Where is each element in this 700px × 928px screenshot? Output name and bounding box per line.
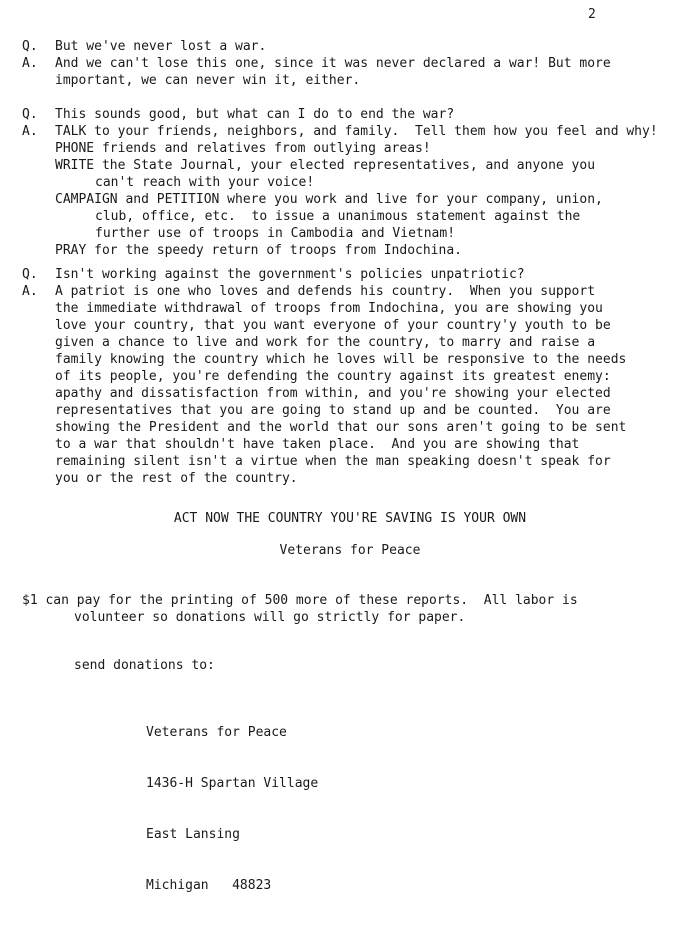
- answer-line: given a chance to live and work for the country, to marry and raise a: [55, 335, 596, 350]
- qa-block-3: [22, 266, 692, 487]
- a-label: A.: [22, 56, 38, 71]
- a-label: A.: [22, 124, 38, 139]
- qa-block-2: [22, 106, 692, 259]
- address-line: Veterans for Peace: [146, 725, 287, 740]
- q-label: Q.: [22, 107, 38, 122]
- answer-line: you or the rest of the country.: [55, 471, 298, 486]
- answer-line: of its people, you're defending the country against its greatest enemy:: [55, 369, 611, 384]
- address-block: [146, 690, 318, 928]
- answer-line: apathy and dissatisfaction from within, and you're showing your elected: [55, 386, 611, 401]
- slogan: ACT NOW THE COUNTRY YOU'RE SAVING IS YOUR OWN: [173, 511, 527, 526]
- a-label: A.: [22, 284, 38, 299]
- organization-name: Veterans for Peace: [279, 543, 421, 558]
- address-line: Michigan 48823: [146, 878, 272, 893]
- answer-line: family knowing the country which he loves will be responsive to the needs: [55, 352, 627, 367]
- answer-line: PHONE friends and relatives from outlying areas!: [55, 141, 431, 156]
- answer-line: love your country, that you want everyone of your country'y youth to be: [55, 318, 611, 333]
- answer-line: A patriot is one who loves and defends his country. When you support: [55, 284, 596, 299]
- answer-line: to a war that shouldn't have taken place. And you are showing that: [55, 437, 580, 452]
- q-label: Q.: [22, 267, 38, 282]
- answer-line: representatives that you are going to stand up and be counted. You are: [55, 403, 611, 418]
- answer-line: the immediate withdrawal of troops from Indochina, you are showing you: [55, 301, 603, 316]
- answer-line: can't reach with your voice!: [95, 175, 315, 190]
- address-line: East Lansing: [146, 827, 240, 842]
- answer-line: further use of troops in Cambodia and Vietnam!: [95, 226, 456, 241]
- q-label: Q.: [22, 39, 38, 54]
- address-line: 1436-H Spartan Village: [146, 776, 319, 791]
- answer-line: club, office, etc. to issue a unanimous statement against the: [95, 209, 581, 224]
- answer-line: showing the President and the world that our sons aren't going to be sent: [55, 420, 627, 435]
- question-line: But we've never lost a war.: [55, 39, 267, 54]
- answer-line: TALK to your friends, neighbors, and family. Tell them how you feel and why!: [55, 124, 658, 139]
- question-line: This sounds good, but what can I do to end the war?: [55, 107, 455, 122]
- answer-line: remaining silent isn't a virtue when the man speaking doesn't speak for: [55, 454, 611, 469]
- page-number: 2: [588, 7, 596, 22]
- send-donations-label: send donations to:: [74, 658, 215, 673]
- answer-line: WRITE the State Journal, your elected representatives, and anyone you: [55, 158, 596, 173]
- donation-note-line-1: $1 can pay for the printing of 500 more of these reports. All labor is: [22, 593, 578, 608]
- donation-note-line-2: volunteer so donations will go strictly for paper.: [74, 610, 466, 625]
- answer-line: PRAY for the speedy return of troops from Indochina.: [55, 243, 462, 258]
- qa-block-1: [22, 38, 692, 89]
- question-line: Isn't working against the government's policies unpatriotic?: [55, 267, 525, 282]
- answer-line: important, we can never win it, either.: [55, 73, 361, 88]
- answer-line: And we can't lose this one, since it was never declared a war! But more: [55, 56, 611, 71]
- answer-line: CAMPAIGN and PETITION where you work and live for your company, union,: [55, 192, 603, 207]
